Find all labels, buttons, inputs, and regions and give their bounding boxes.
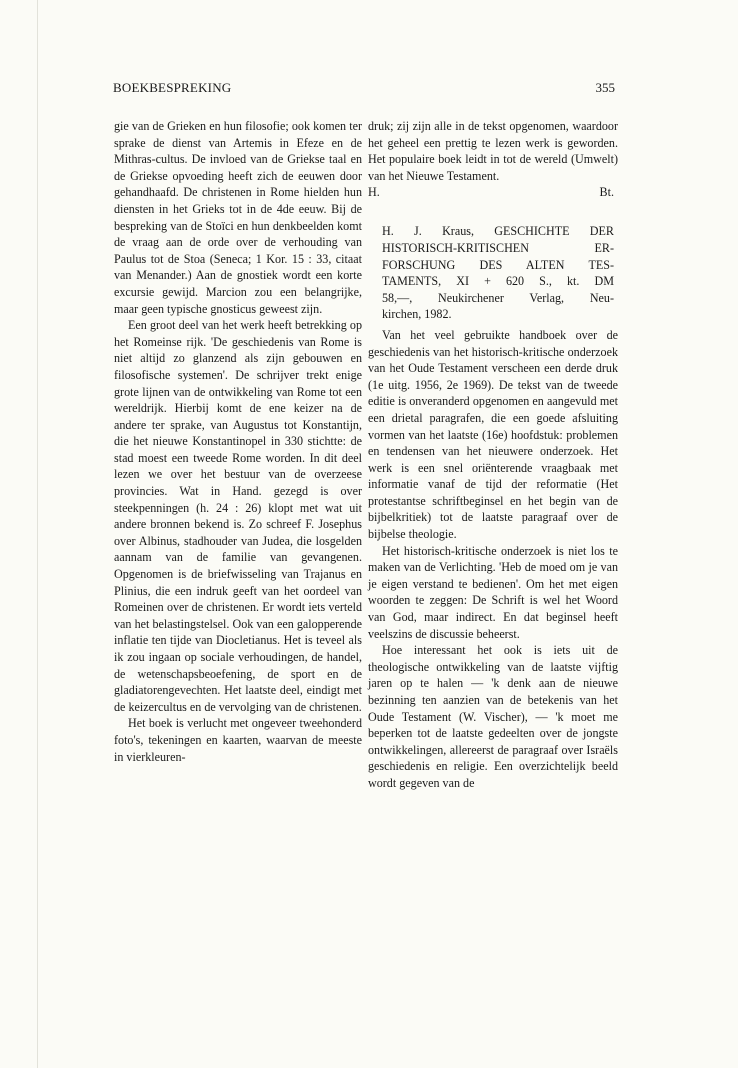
biblio-line: 58,—, Neukirchener Verlag, Neu- bbox=[382, 290, 614, 305]
running-head-title: BOEKBESPREKING bbox=[113, 80, 232, 95]
left-column bbox=[114, 118, 362, 765]
right-paragraph-2: Het historisch-kritische onderzoek is niet los te maken van de Verlichting. 'Heb de moed om je van je eigen verstand te bedienen'. Om het met eigen woorden te zeggen: De Schrift is wel het Woord van God, maar indirect. En dat beginsel heeft veelszins de discussie beheerst. bbox=[368, 543, 618, 641]
right-paragraph-3: Hoe interessant het ook is iets uit de theologische ontwikkeling van de laatste vijftig jaren op te halen — 'k denk aan de nieuwe bezinning ten aanzien van de betekenis van het Oude Testament (W. Vischer), — 'k moet me beperken tot de laatste gedeelten over de jongste ontwikkelingen, allereerst de paragraaf over Israëls geschiedenis en religie. Een overzichtelijk beeld wordt gegeven van de bbox=[368, 643, 618, 790]
left-paragraph-3: Het boek is verlucht met ongeveer tweehonderd foto's, tekeningen en kaarten, waarvan de meeste in vierkleuren- bbox=[114, 716, 362, 764]
right-paragraph-1: Van het veel gebruikte handboek over de geschiedenis van het historisch-kritische onderzoek van het Oude Testament verscheen een derde druk (1e uitg. 1956, 2e 1969). De tekst van de tweede editie is onveranderd opgenomen en aangevuld met een drietal paragrafen, die een goede afsluiting vormen van het laatste (16e) hoofdstuk: problemen en tendensen van het nieuwere onderzoek. Het werk is een snel oriënterende vraagbaak met informatie vanaf de tijd der reformatie (Het protestantse schriftbeginsel en het begin van de bijbelkritiek) tot de laatste paragraaf over de bijbelse theologie. bbox=[368, 327, 618, 542]
biblio-line: kirchen, 1982. bbox=[382, 307, 452, 322]
right-paragraph-continued: druk; zij zijn alle in de tekst opgenomen, waardoor het geheel een prettig te lezen werk is geworden. Het populaire boek leidt in tot de wereld (Umwelt) van het Nieuwe Testament. bbox=[368, 119, 618, 183]
biblio-line: TAMENTS, XI + 620 S., kt. DM bbox=[382, 274, 614, 289]
biblio-line: HISTORISCH-KRITISCHEN ER- bbox=[382, 240, 614, 255]
signature-initial: H. bbox=[368, 185, 380, 200]
left-paragraph-2: Een groot deel van het werk heeft betrekking op het Romeinse rijk. 'De geschiedenis van Rome is niet altijd zo glanzend als zijn gebouwen en filosofische systemen'. De schrijver trekt enige grote lijnen van de ontwikkeling van Rome tot een wereldrijk. Hierbij komt de ene keizer na de andere ter sprake, van Augustus tot Konstantijn, die het nieuwe Konstantinopel in 330 stichtte: de stad moest een tweede Rome worden. In dit deel lezen we over het bestuur van de overzeese provincies. Wat in Hand. gezegd is over steekpenningen (h. 24 : 26) klopt met wat uit andere bronnen bekend is. Zo schreef F. Josephus over Albinus, stadhouder van Judea, die losgelden aannam van de familie van gevangenen. Opgenomen is de briefwisseling van Trajanus en Plinius, die een indruk geeft van het oordeel van Romeinen over de christenen. Er wordt iets verteld van het belastingstelsel. Ook van een galopperende inflatie ten tijde van Diocletianus. Het is teveel als ik zou ingaan op sociale verhoudingen, de handel, de wetenschapsbeoefening, de sport en de gladiatorengevechten. Het laatste deel, eindigt met de keizercultus en de vervolging van de christenen. bbox=[114, 318, 362, 714]
signature-reviewer: Bt. bbox=[599, 185, 614, 200]
page-number: 355 bbox=[595, 80, 615, 95]
left-paragraph-1: gie van de Grieken en hun filosofie; ook komen ter sprake de dienst van Artemis in Efeze en de Mithras-cultus. De invloed van de Griekse taal en de Griekse opvoeding heeft zich de eeuwen door gehandhaafd. De christenen in Rome hielden hun diensten in het Grieks tot in de 4de eeuw. Bij de bespreking van de Stoïci en hun denkbeelden komt de vraag aan de orde over de verhouding van Paulus tot de Stoa (Seneca; 1 Kor. 15 : 33, citaat van Menander.) Aan de gnostiek wordt een korte excursie gewijd. Marcion zou een belangrijke, maar geen typische gnosticus geweest zijn. bbox=[114, 119, 362, 316]
biblio-line: H. J. Kraus, GESCHICHTE DER bbox=[382, 224, 614, 239]
right-column bbox=[368, 118, 618, 792]
bibliographic-entry bbox=[382, 223, 618, 323]
reviewer-signature bbox=[368, 184, 618, 201]
biblio-line: FORSCHUNG DES ALTEN TES- bbox=[382, 257, 614, 272]
running-head bbox=[113, 80, 615, 98]
page-edge bbox=[37, 0, 38, 1068]
